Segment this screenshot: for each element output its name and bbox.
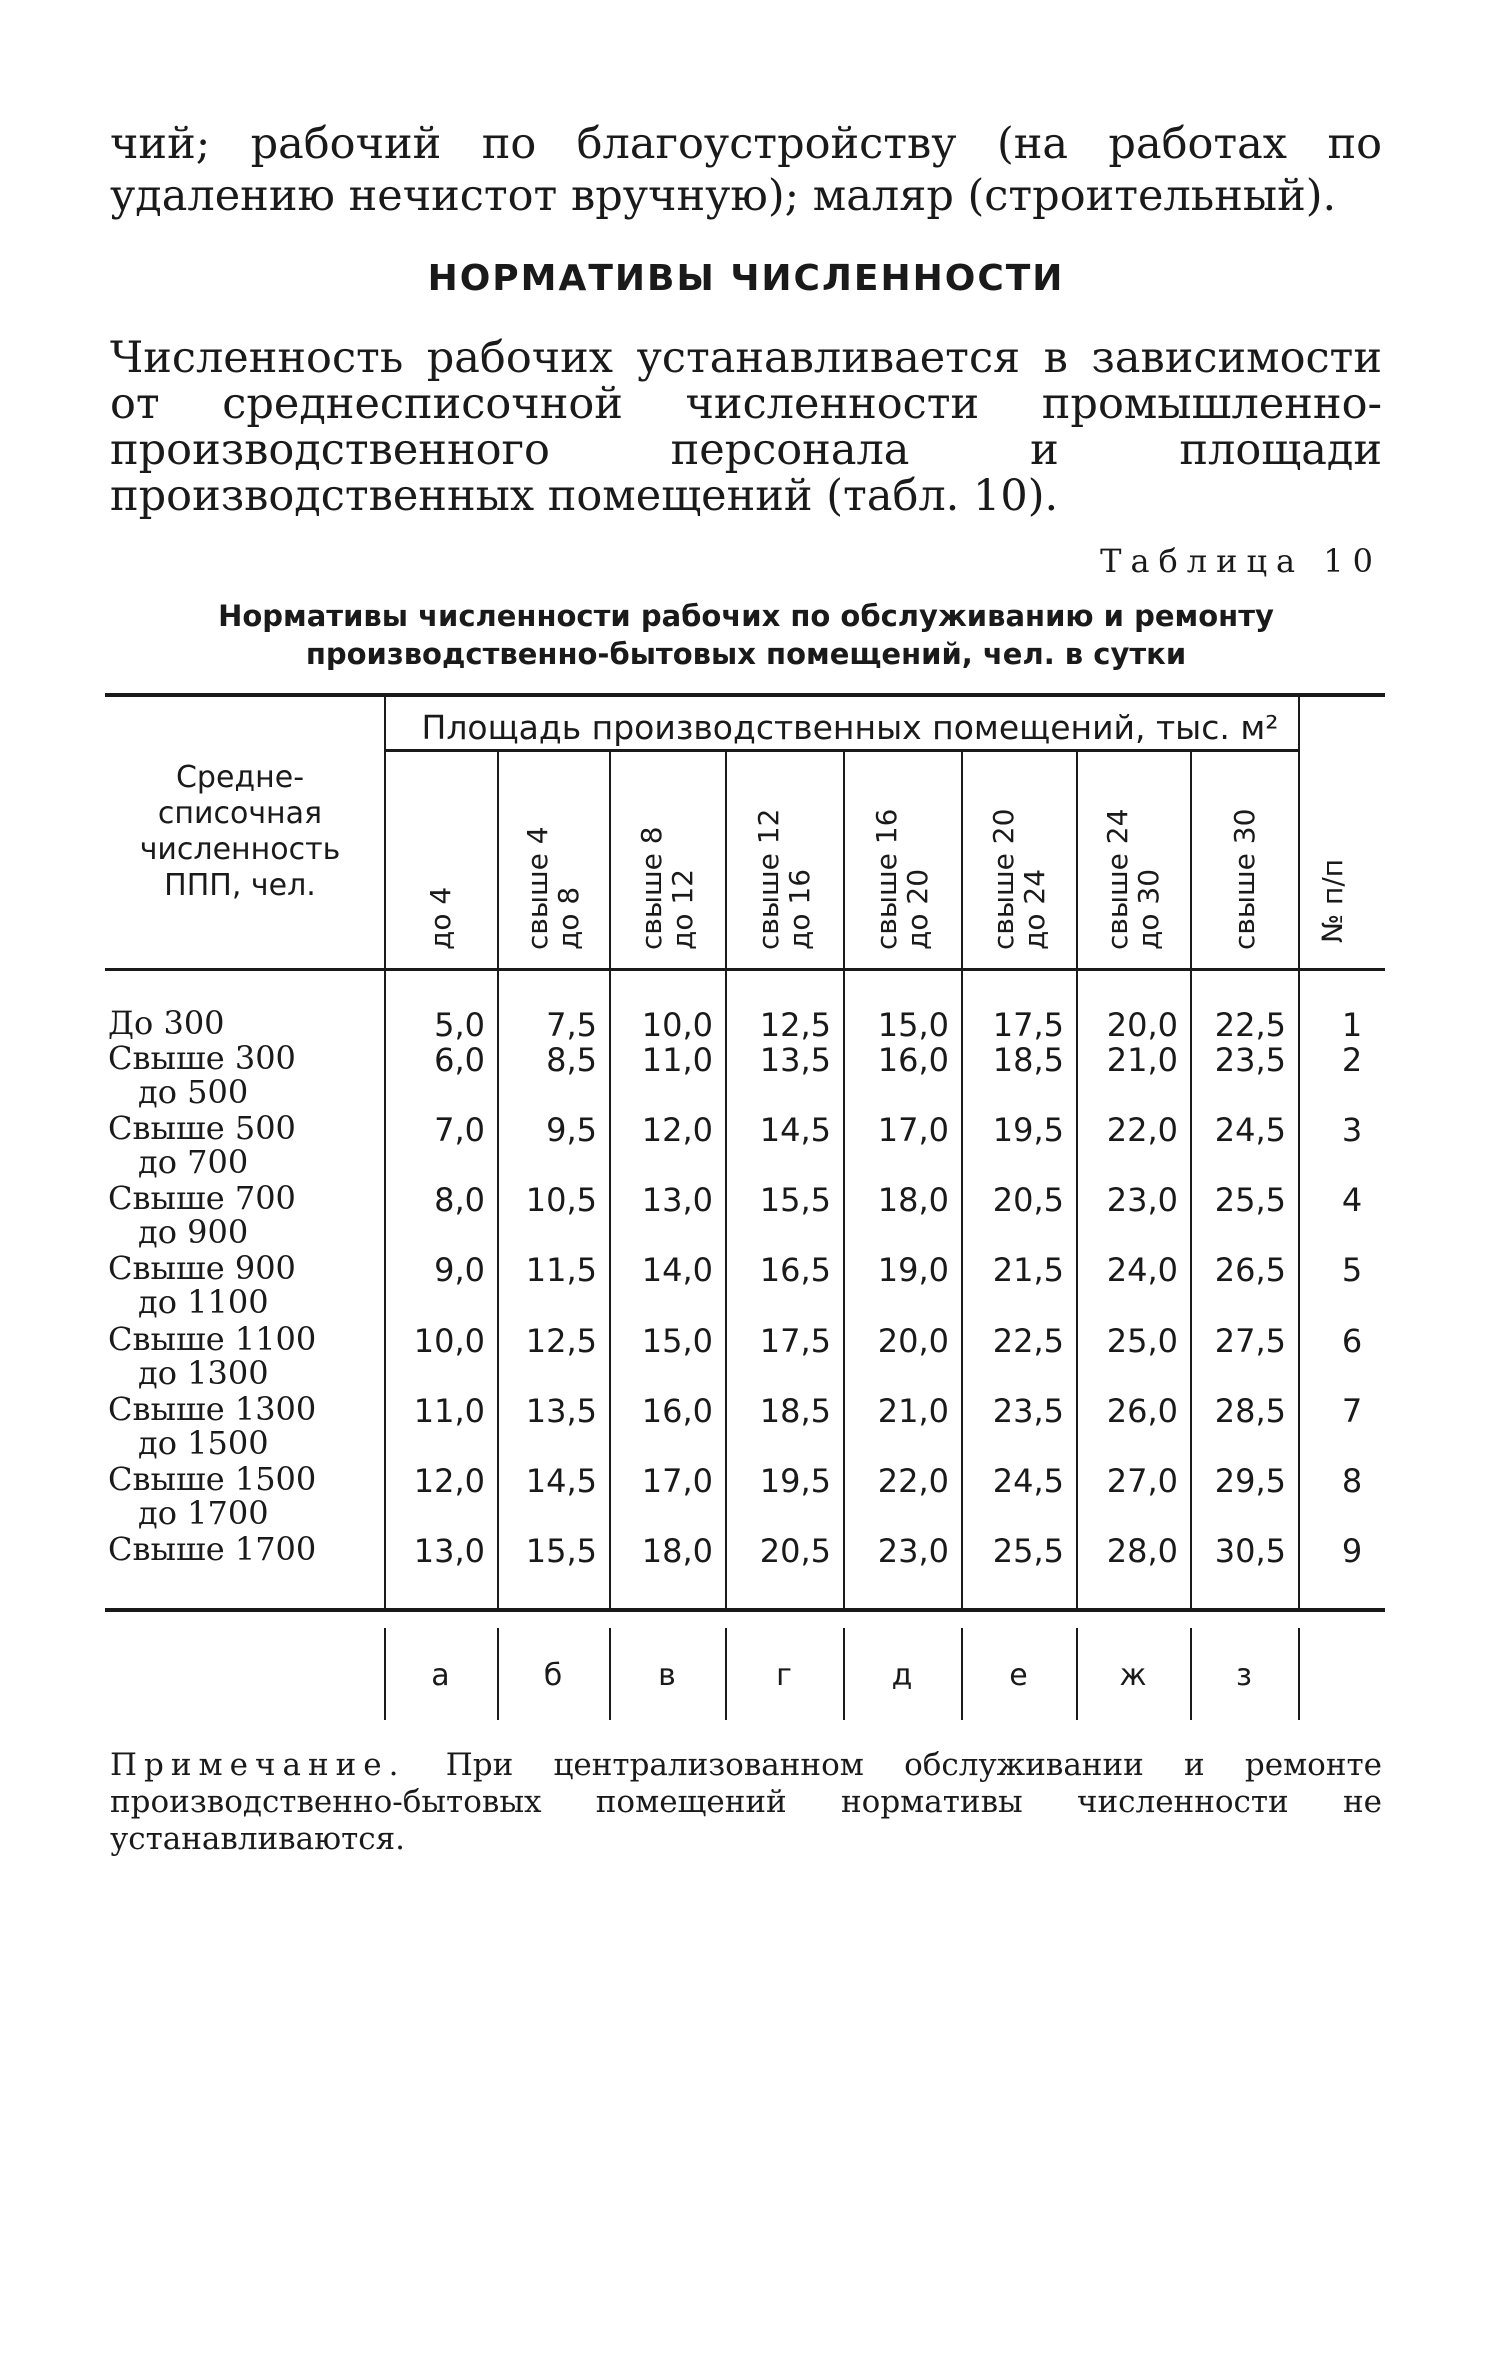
table-cell: 15,5 [525,1532,597,1570]
row-label-line: Свыше 1700 [108,1530,317,1568]
table-cell: 7,5 [546,1006,597,1044]
row-label-line: Свыше 300 [108,1039,296,1077]
table-cell: 15,0 [877,1006,949,1044]
group-header: Площадь производственных помещений, тыс. м² [421,708,1279,747]
table-cell: 16,5 [759,1251,831,1289]
table-cell: 28,0 [1106,1532,1178,1570]
table-cell: 8,5 [546,1041,597,1079]
column-header-line: свыше 8 [635,826,668,950]
table-cell: 27,0 [1106,1462,1178,1500]
table-caption-line: Нормативы численности рабочих по обслуживанию и ремонту [218,599,1274,633]
table-cell: 17,5 [992,1006,1064,1044]
row-header-line: численность [139,832,341,867]
row-label-line: до 700 [138,1143,249,1181]
column-header-line: свыше 20 [986,808,1020,950]
column-letter: з [1236,1658,1252,1693]
table-cell: 9,0 [434,1251,485,1289]
table-cell: 13,0 [413,1532,485,1570]
table-cell: 22,5 [992,1322,1064,1360]
column-header-line: до 30 [1132,868,1165,950]
column-divider [609,1628,611,1720]
row-label [108,1006,225,1040]
table-cell: 19,5 [759,1462,831,1500]
column-divider [1076,752,1078,1608]
table-cell: 20,0 [877,1322,949,1360]
row-label-line: до 1100 [138,1283,269,1321]
row-number: 3 [1341,1111,1363,1149]
table-cell: 26,0 [1106,1392,1178,1430]
table-cell: 18,5 [759,1392,831,1430]
row-label-line: Свыше 1100 [108,1320,317,1358]
table-cell: 13,0 [641,1181,713,1219]
column-divider [384,697,386,1608]
row-label-line: до 900 [138,1213,249,1251]
column-divider [961,1628,963,1720]
row-label [108,1462,316,1530]
table-cell: 27,5 [1214,1322,1286,1360]
row-number: 4 [1341,1181,1363,1219]
body-paragraph: Численность рабочих устанавливается в зависимости от среднесписочной численности промышленно-производственного персонала и площади производственных помещений (табл. 10). [110,333,1382,521]
table-cell: 10,0 [641,1006,713,1044]
note-text: При централизованном обслуживании и ремонте производственно-бытовых помещений нормативы численности не устанавливаются. [110,1747,1382,1857]
row-label-line: до 1500 [138,1424,269,1462]
row-label-line: Свыше 1500 [108,1460,317,1498]
table-cell: 9,5 [546,1111,597,1149]
row-header-line: ППП, чел. [164,868,316,903]
column-header-line: свыше 24 [1101,808,1134,950]
column-header-line: свыше 30 [1227,808,1261,950]
table-cell: 15,0 [641,1322,713,1360]
row-label-line: до 1300 [138,1354,269,1392]
table-caption [110,597,1382,673]
table-top-rule [105,693,1385,697]
table-cell: 10,0 [413,1322,485,1360]
table-cell: 12,5 [759,1006,831,1044]
table-cell: 12,0 [641,1111,713,1149]
table-cell: 11,0 [641,1041,713,1079]
table-cell: 20,5 [992,1181,1064,1219]
row-label-line: Свыше 900 [108,1249,296,1287]
row-label [108,1251,296,1319]
table-cell: 22,5 [1214,1006,1286,1044]
column-header-line: до 24 [1017,868,1051,950]
column-divider [497,1628,499,1720]
row-label [108,1111,296,1179]
table-cell: 14,0 [641,1251,713,1289]
row-number: 7 [1341,1392,1363,1430]
table-cell: 8,0 [434,1181,485,1219]
table-cell: 20,0 [1106,1006,1178,1044]
table-cell: 25,0 [1106,1322,1178,1360]
table-cell: 18,0 [641,1532,713,1570]
column-header [871,809,933,950]
column-divider [725,1628,727,1720]
table-cell: 25,5 [1214,1181,1286,1219]
column-divider [843,752,845,1608]
table-cell: 23,5 [1214,1041,1286,1079]
table-cell: 21,0 [1106,1041,1178,1079]
table-cell: 16,0 [641,1392,713,1430]
row-label [108,1322,316,1390]
row-label [108,1181,296,1249]
row-label-line: Свыше 500 [108,1109,296,1147]
table-cell: 26,5 [1214,1251,1286,1289]
row-label-line: Свыше 1300 [108,1390,317,1428]
row-label-line: Свыше 700 [108,1179,296,1217]
table-cell: 30,5 [1214,1532,1286,1570]
table-cell: 7,0 [434,1111,485,1149]
table-cell: 23,5 [992,1392,1064,1430]
table-cell: 13,5 [759,1041,831,1079]
column-divider [1298,1628,1300,1720]
note [110,1747,1382,1858]
row-label-line: до 1700 [138,1494,269,1532]
table-label: Таблица 10 [1100,542,1382,580]
table-cell: 11,0 [413,1392,485,1430]
table-cell: 17,0 [641,1462,713,1500]
table-cell: 13,5 [525,1392,597,1430]
table-cell: 24,5 [1214,1111,1286,1149]
table-cell: 15,5 [759,1181,831,1219]
intro-text: чий; рабочий по благоустройству (на работах по удалению нечистот вручную); маляр (строительный). [110,119,1382,221]
table-cell: 24,0 [1106,1251,1178,1289]
row-label [108,1392,316,1460]
row-label [108,1532,316,1566]
column-header [988,809,1050,950]
column-header-line: до 8 [552,886,585,950]
table-cell: 16,0 [877,1041,949,1079]
table-cell: 18,0 [877,1181,949,1219]
row-number: 1 [1341,1006,1363,1044]
row-label-line: до 500 [138,1073,249,1111]
row-label [108,1041,296,1109]
column-header [636,826,698,950]
table-cell: 19,0 [877,1251,949,1289]
table-cell: 19,5 [992,1111,1064,1149]
column-letter: в [658,1658,676,1693]
row-header-line: списочная [157,796,323,831]
column-letter: ж [1119,1658,1147,1693]
table-cell: 11,5 [525,1251,597,1289]
column-divider [961,752,963,1608]
row-number: 5 [1341,1251,1363,1289]
number-header-text: № п/п [1316,858,1349,943]
table-cell: 12,5 [525,1322,597,1360]
header-bottom-rule [105,968,1385,971]
table-bottom-rule [105,1608,1385,1612]
column-divider [1076,1628,1078,1720]
table-cell: 20,5 [759,1532,831,1570]
column-header [1229,809,1260,950]
table-cell: 23,0 [1106,1181,1178,1219]
table-cell: 12,0 [413,1462,485,1500]
note-label: Примечание. [110,1747,406,1783]
table-cell: 5,0 [434,1006,485,1044]
column-divider [725,752,727,1608]
column-header [753,809,815,950]
column-header-line: до 12 [666,868,699,950]
section-heading: НОРМАТИВЫ ЧИСЛЕННОСТИ [427,258,1065,299]
column-header [425,887,456,950]
table-cell: 21,5 [992,1251,1064,1289]
row-number: 9 [1341,1532,1363,1570]
table-cell: 21,0 [877,1392,949,1430]
table-caption-line: производственно-бытовых помещений, чел. в сутки [305,637,1187,671]
column-letter: а [431,1658,450,1693]
row-number: 2 [1341,1041,1363,1079]
table-cell: 17,5 [759,1322,831,1360]
number-header [1317,859,1348,943]
column-letter: д [891,1658,913,1693]
column-header-line: свыше 4 [521,826,554,950]
column-header [1102,809,1164,950]
column-divider [1190,1628,1192,1720]
table-cell: 14,5 [759,1111,831,1149]
row-label-line: До 300 [108,1004,225,1042]
table-cell: 17,0 [877,1111,949,1149]
table-cell: 18,5 [992,1041,1064,1079]
column-header-line: свыше 16 [870,808,903,950]
table-cell: 29,5 [1214,1462,1286,1500]
column-divider [843,1628,845,1720]
row-header-line: Средне- [175,760,305,795]
column-header-line: до 16 [783,868,816,950]
table-cell: 10,5 [525,1181,597,1219]
column-divider [497,752,499,1608]
group-header-rule [384,749,1298,752]
table-cell: 25,5 [992,1532,1064,1570]
column-letter: е [1009,1658,1028,1693]
table-cell: 6,0 [434,1041,485,1079]
column-divider [609,752,611,1608]
column-divider [384,1628,386,1720]
row-number: 6 [1341,1322,1363,1360]
row-number: 8 [1341,1462,1363,1500]
column-letter: б [543,1658,563,1693]
column-header-line: до 4 [424,886,457,950]
table-cell: 22,0 [1106,1111,1178,1149]
column-header-line: до 20 [901,868,934,950]
column-header [522,826,584,950]
table-cell: 24,5 [992,1462,1064,1500]
column-letter: г [776,1658,792,1693]
table-cell: 23,0 [877,1532,949,1570]
row-header [105,760,375,904]
table-cell: 14,5 [525,1462,597,1500]
column-divider [1298,697,1300,1608]
table-cell: 28,5 [1214,1392,1286,1430]
column-header-line: свыше 12 [752,808,785,950]
table-cell: 22,0 [877,1462,949,1500]
